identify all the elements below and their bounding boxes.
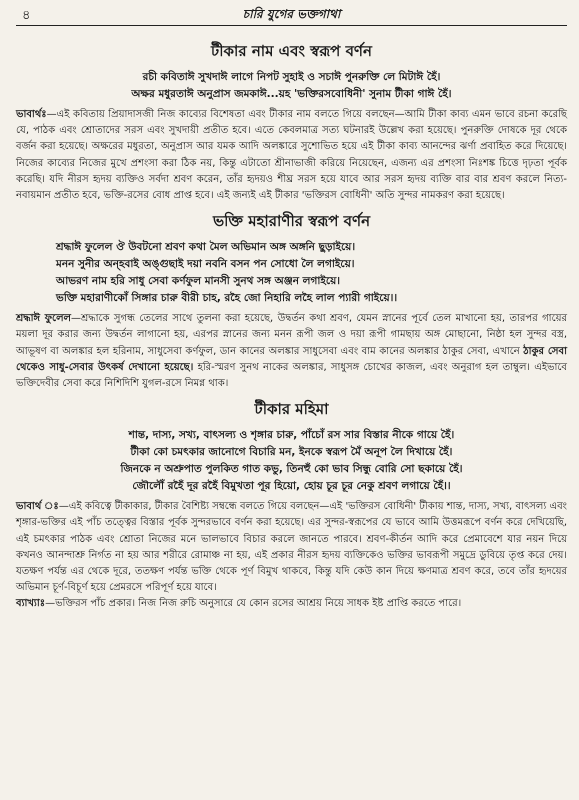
bhavartha-label: ভাবার্থ ঃ xyxy=(16,501,59,513)
verse-line: মনন সুনীর অন্হবাই অঙ্গুছাই দয়া নবনি বসন পন সোধো লৈ লগাইয়ে। xyxy=(56,258,355,271)
bhavartha-paragraph xyxy=(16,499,567,596)
prose-text: হরি-স্মরণ সুনথ নাকের অলঙ্কার, সাধুসঙ্গ চোখের কাজল, এবং অনুরাগ হল তাম্বুল। এইভাবে ভক্তিদেবীর সেবা করে নিশিদিশি যুগল-রসে নিমগ্ন থাক। xyxy=(16,361,567,390)
verse-block xyxy=(16,69,567,103)
section-tika-name xyxy=(16,40,567,204)
vyakhya-label: ব্যাখ্যাঃ xyxy=(16,598,46,610)
verse-line: শান্ত, দাস্য, সখ্য, বাৎসল্য ও শৃঙ্গার চারু, পাঁচোঁ রস সার বিস্তার নীকে গায়ে হৈঁ। xyxy=(128,429,455,442)
verse-line: জিনকে ন অশ্রুপাত পুলকিত গাত কভু, তিনহুঁ কো ভাব সিন্ধু বোরি সো ছকায়ে হৈঁ। xyxy=(120,463,463,476)
verse-line: টীকা কো চমৎকার জানোগে বিচারি মন, ইনকে স্বরূপ মৈঁ অনূপ লৈ দিখায়ে হৈঁ। xyxy=(130,446,453,459)
section-heading: টীকার মহিমা xyxy=(254,400,329,419)
prose-emphasis: ঠাকুর সেবা থেকেও সাধু-সেবার উৎকর্ষ দেখানো হয়েছে। xyxy=(16,345,568,373)
verse-line: অক্ষর মধুরতাঈ অনুপ্রাস জমকাঈ...য়হ 'ভক্তিরসবোধিনী' সুনাম টীকা গাঈ হৈঁ। xyxy=(131,88,452,100)
running-title: চারি যুগের ভক্তগাথা xyxy=(242,7,341,21)
bhavartha-text: —এই কবিতায় প্রিয়াদাসজী নিজ কাব্যের বিশেষতা এবং টীকার নাম বলতে গিয়ে বলছেন—আমি টীকা কাব্য এমন ভাবে রচনা করেছি যে, পাঠক এবং শ্রোতাদের সরস এবং সুখদায়ী প্রতীত হবে। এতে কেবলমাত্র সত্য ঘটনারই উল্লেখ করা হয়েছে। পুনরুক্তি দোষকে দূর থেকে বর্জন করা হয়েছে। অক্ষরের মধুরতা, অনুপ্রাস আর যমক আদি অলঙ্কারে সুশোভিত হয়ে এই টীকা কাব্য আনন্দের ঝর্ণা প্রবাহিত করে দিয়েছে। নিজের কাব্যের নিজের মুখে প্রশংসা করা ঠিক নয়, কিন্তু এটাতো শ্রীনাভাজী করিয়ে নিয়েছেন, এজন্য এর প্রশংসা নিঃশঙ্ক চিত্তে দৃঢ়তা পূর্বক করেছি। যদি নীরস হৃদয় ব্যক্তিও সর্বদা শ্রবণ করেন, তাঁর হৃদয়ও শীঘ্র সরস হয়ে যাবে আর সরস হৃদয় ব্যক্তি বার বার শ্রবণ করলে নিত্য-নবায়মান প্রতীত হবে, ভক্তি-রসের বোধ প্রাপ্ত হবে। এই জন্যই এই টীকার 'ভক্তিরস বোধিনী' অতি সুন্দর নামকরণ করা হয়েছে। xyxy=(16,109,567,202)
vyakhya-paragraph xyxy=(16,596,567,612)
section-heading: ভক্তি মহারাণীর স্বরূপ বর্ণন xyxy=(212,212,371,231)
verse-block xyxy=(16,427,567,495)
verse-line: শ্রদ্ধাঈ ফুলেল ঔ উবটনো শ্রবণ কথা মৈল অভিমান অঙ্গ অঙ্গনি ছুড়াইয়ে। xyxy=(56,241,356,254)
bhavartha-text: —এই কবিত্বে টীকাকার, টীকার বৈশিষ্ট্য সম্বন্ধে বলতে গিয়ে বলছেন—এই 'ভক্তিরস বোধিনী' টীকায় শান্ত, দাস্য, সখ্য, বাৎসল্য এবং শৃঙ্গার-ভক্তির এই পাঁচ তত্ত্বের বিস্তার পূর্বক সুন্দরভাবে বর্ণন করা হয়েছে। এর সুন্দর-স্বরূপের যে ভাবে আমি উত্তমরূপে বর্ণন করে দেখিয়েছি, এই চমৎকার পাঠক এবং শ্রোতা নিজের মনে ভালভাবে বিচার করলে জানতে পারবে। শ্রবণ-কীর্তন আদি করে প্রেমাবেশে যার নয়ন দিয়ে কখনও আনন্দাশ্রু নির্গত না হয় আর শরীরে রোমাঞ্চ না হয়, এই প্রকার নীরস হৃদয় ব্যক্তিকেও ভক্তির ভাবরূপী সমুদ্রে ডুবিয়ে তৃপ্ত করে দেয়। যতক্ষণ পর্যন্ত এর থেকে দূরে, ততক্ষণ পর্যন্ত ভক্তি থেকে পূর্ণ বিমুখ থাকবে, কিন্তু যদি কেউ কান দিয়ে ক্ষণমাত্র শ্রবণ করে, তবে তাঁর হৃদয়ের অভিমান চূর্ণ-বিচূর্ণ হয়ে প্রেমরসে পরিপূর্ণ হয়ে যাবে। xyxy=(16,501,567,594)
explanation-paragraph xyxy=(16,311,567,392)
section-bhakti-maharani xyxy=(16,210,567,392)
verse-line: রচী কবিতাঈ সুখদাঈ লাগে নিপট সুহাই ও সচাঈ পুনরুক্তি লে মিটাঈ হৈঁ। xyxy=(142,71,441,83)
vyakhya-text: —ভক্তিরস পাঁচ প্রকার। নিজ নিজ রুচি অনুসারে যে কোন রসের আশ্রয় নিয়ে সাধক ইষ্ট প্রাপ্তি করতে পারে। xyxy=(45,598,462,610)
bhavartha-label: ভাবার্থঃ xyxy=(16,109,47,120)
section-heading: টীকার নাম এবং স্বরূপ বর্ণন xyxy=(211,42,372,60)
prose-text: —শ্রদ্ধাকে সুগন্ধ তেলের সাথে তুলনা করা হয়েছে, উদ্বর্তন কথা শ্রবণ, যেমন স্নানের পূর্বে তেল মাখানো হয়, তারপর গায়ের ময়লা দূর করার জন্য উদ্বর্তন লাগানো হয়, এরপর স্নানের জন্য মনন রূপী জল ও দয়া রূপী গামছায় অঙ্গ মোছানো, নিষ্ঠা হল সুন্দর বস্ত্র, আভূষণ বা অলঙ্কার হল হরিনাম, সাধুসেবা কর্ণফুল, ডান কানের অলঙ্কার সাধুসেবা এবং বাম কানের অলঙ্কার ঠাকুর সেবা, এখানে xyxy=(16,313,567,357)
prose-lead: শ্রদ্ধাঈ ফুলেল xyxy=(16,313,71,325)
verse-line: ভক্তি মহারাণীকোঁ সিঙ্গার চারু বীরী চাহ, রহৈ জো নিহারি লহৈ লাল প্যারী গাইয়ে।। xyxy=(56,292,398,305)
page-number: ৪ xyxy=(22,8,31,23)
header-rule xyxy=(16,25,567,26)
verse-line: জৌলৌঁ রহৈঁ দূর রহৈঁ বিমুখতা পূর হিয়ো, হোয় চূর চূর নেকু শ্রবণ লগায়ে হৈঁ।। xyxy=(132,480,451,493)
verse-block xyxy=(16,239,567,307)
page-header xyxy=(16,0,567,28)
section-tika-mahima xyxy=(16,398,567,612)
bhavartha-paragraph xyxy=(16,107,567,204)
verse-line: আভরণ নাম হরি সাধু সেবা কর্ণফুল মানসী সুনথ সঙ্গ অঞ্জন লগাইয়ে। xyxy=(56,275,341,288)
